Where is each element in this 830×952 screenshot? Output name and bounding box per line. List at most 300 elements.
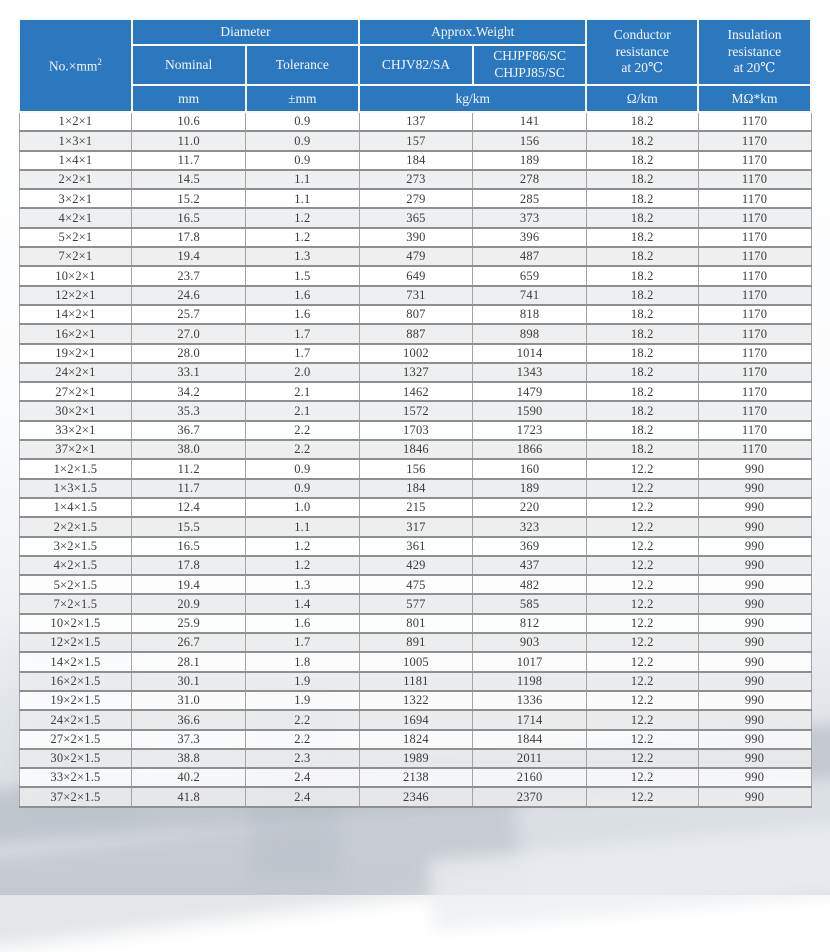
table-row	[19, 691, 811, 710]
cell-conductor-resistance: 12.2	[586, 633, 698, 652]
table-row	[19, 324, 811, 343]
cell-nominal-diameter: 41.8	[132, 787, 246, 806]
cell-tolerance: 1.7	[246, 324, 360, 343]
cell-insulation-resistance: 1170	[698, 421, 811, 440]
unit-kg-km: kg/km	[359, 85, 586, 112]
cell-tolerance: 2.1	[246, 401, 360, 420]
header-row-groups	[19, 19, 811, 45]
cell-tolerance: 2.2	[246, 421, 360, 440]
cell-weight-chjv82: 317	[359, 517, 473, 536]
cell-weight-chjpf86: 189	[473, 479, 587, 498]
cell-weight-chjv82: 1322	[359, 691, 473, 710]
header-insulation-resistance: Insulation resistance at 20℃	[698, 19, 811, 85]
cell-weight-chjv82: 807	[359, 305, 473, 324]
cell-insulation-resistance: 990	[698, 498, 811, 517]
cell-insulation-resistance: 1170	[698, 401, 811, 420]
unit-mm: mm	[132, 85, 246, 112]
cell-insulation-resistance: 990	[698, 537, 811, 556]
header-chjv82: CHJV82/SA	[359, 45, 473, 85]
table-row	[19, 787, 811, 806]
cell-weight-chjv82: 577	[359, 594, 473, 613]
superscript-2: 2	[97, 56, 102, 67]
cell-insulation-resistance: 1170	[698, 363, 811, 382]
cell-conductor-resistance: 12.2	[586, 730, 698, 749]
cell-tolerance: 1.5	[246, 266, 360, 285]
table-row	[19, 498, 811, 517]
cell-conductor-resistance: 18.2	[586, 228, 698, 247]
cell-insulation-resistance: 990	[698, 749, 811, 768]
cell-weight-chjpf86: 818	[473, 305, 587, 324]
cell-spec: 1×2×1	[19, 112, 132, 131]
cell-nominal-diameter: 12.4	[132, 498, 246, 517]
cell-conductor-resistance: 18.2	[586, 344, 698, 363]
cell-insulation-resistance: 1170	[698, 131, 811, 150]
cell-conductor-resistance: 12.2	[586, 459, 698, 478]
cell-tolerance: 1.1	[246, 517, 360, 536]
cell-weight-chjv82: 887	[359, 324, 473, 343]
cell-weight-chjpf86: 141	[473, 112, 587, 131]
header-row-units	[19, 85, 811, 112]
cell-weight-chjv82: 1181	[359, 672, 473, 691]
cell-conductor-resistance: 12.2	[586, 652, 698, 671]
cell-weight-chjv82: 1846	[359, 440, 473, 459]
cell-conductor-resistance: 12.2	[586, 614, 698, 633]
table-row	[19, 112, 811, 131]
cell-nominal-diameter: 31.0	[132, 691, 246, 710]
table-row	[19, 652, 811, 671]
cell-tolerance: 2.3	[246, 749, 360, 768]
cell-spec: 7×2×1	[19, 247, 132, 266]
table-row	[19, 459, 811, 478]
cell-insulation-resistance: 990	[698, 459, 811, 478]
cell-spec: 7×2×1.5	[19, 594, 132, 613]
table-row	[19, 672, 811, 691]
table-row	[19, 633, 811, 652]
cell-nominal-diameter: 34.2	[132, 382, 246, 401]
cell-weight-chjpf86: 1723	[473, 421, 587, 440]
cell-insulation-resistance: 990	[698, 768, 811, 787]
background-photo-streak-dark-2	[0, 794, 523, 952]
cell-spec: 37×2×1	[19, 440, 132, 459]
cell-insulation-resistance: 1170	[698, 324, 811, 343]
cell-nominal-diameter: 15.2	[132, 189, 246, 208]
unit-ohm-km: Ω/km	[586, 85, 698, 112]
table-row	[19, 286, 811, 305]
table-row	[19, 247, 811, 266]
cell-spec: 12×2×1	[19, 286, 132, 305]
cell-tolerance: 1.6	[246, 286, 360, 305]
table-row	[19, 170, 811, 189]
table-row	[19, 382, 811, 401]
cell-conductor-resistance: 18.2	[586, 401, 698, 420]
cell-tolerance: 2.0	[246, 363, 360, 382]
cell-tolerance: 0.9	[246, 459, 360, 478]
cell-conductor-resistance: 12.2	[586, 479, 698, 498]
cell-insulation-resistance: 1170	[698, 440, 811, 459]
cell-tolerance: 1.3	[246, 575, 360, 594]
cell-nominal-diameter: 25.7	[132, 305, 246, 324]
cell-nominal-diameter: 40.2	[132, 768, 246, 787]
cell-nominal-diameter: 11.2	[132, 459, 246, 478]
cell-spec: 3×2×1	[19, 189, 132, 208]
cell-insulation-resistance: 1170	[698, 112, 811, 131]
cell-conductor-resistance: 12.2	[586, 594, 698, 613]
table-row	[19, 266, 811, 285]
cell-weight-chjv82: 475	[359, 575, 473, 594]
cell-spec: 1×3×1	[19, 131, 132, 150]
cell-weight-chjpf86: 1343	[473, 363, 587, 382]
cell-conductor-resistance: 18.2	[586, 266, 698, 285]
cell-insulation-resistance: 990	[698, 614, 811, 633]
cell-spec: 3×2×1.5	[19, 537, 132, 556]
table-row	[19, 575, 811, 594]
cell-spec: 16×2×1	[19, 324, 132, 343]
cell-weight-chjv82: 801	[359, 614, 473, 633]
cell-spec: 2×2×1	[19, 170, 132, 189]
cell-weight-chjpf86: 189	[473, 151, 587, 170]
table-row	[19, 614, 811, 633]
cell-spec: 12×2×1.5	[19, 633, 132, 652]
cell-conductor-resistance: 18.2	[586, 324, 698, 343]
cell-weight-chjv82: 137	[359, 112, 473, 131]
cell-nominal-diameter: 11.0	[132, 131, 246, 150]
cell-tolerance: 1.6	[246, 305, 360, 324]
cell-nominal-diameter: 28.1	[132, 652, 246, 671]
header-diameter-group: Diameter	[132, 19, 359, 45]
cell-weight-chjv82: 390	[359, 228, 473, 247]
cell-nominal-diameter: 20.9	[132, 594, 246, 613]
table-row	[19, 208, 811, 227]
cell-weight-chjpf86: 1336	[473, 691, 587, 710]
cell-weight-chjpf86: 1844	[473, 730, 587, 749]
cell-weight-chjv82: 156	[359, 459, 473, 478]
cell-spec: 37×2×1.5	[19, 787, 132, 806]
table-body	[19, 112, 811, 807]
cell-weight-chjv82: 1824	[359, 730, 473, 749]
unit-plusminus-mm: ±mm	[246, 85, 360, 112]
cable-spec-table	[18, 18, 812, 808]
cell-weight-chjv82: 891	[359, 633, 473, 652]
cell-insulation-resistance: 1170	[698, 189, 811, 208]
cell-spec: 30×2×1	[19, 401, 132, 420]
table-row	[19, 749, 811, 768]
cell-nominal-diameter: 16.5	[132, 537, 246, 556]
cell-conductor-resistance: 18.2	[586, 382, 698, 401]
table-row	[19, 537, 811, 556]
cell-weight-chjv82: 1002	[359, 344, 473, 363]
cell-weight-chjpf86: 369	[473, 537, 587, 556]
cell-conductor-resistance: 18.2	[586, 112, 698, 131]
table-header	[19, 19, 811, 112]
cell-weight-chjv82: 1989	[359, 749, 473, 768]
cell-spec: 10×2×1.5	[19, 614, 132, 633]
cell-conductor-resistance: 18.2	[586, 151, 698, 170]
cell-tolerance: 2.2	[246, 440, 360, 459]
cell-weight-chjpf86: 659	[473, 266, 587, 285]
cell-tolerance: 2.2	[246, 710, 360, 729]
cell-spec: 14×2×1.5	[19, 652, 132, 671]
cell-tolerance: 1.3	[246, 247, 360, 266]
cell-nominal-diameter: 27.0	[132, 324, 246, 343]
cell-weight-chjpf86: 285	[473, 189, 587, 208]
table-row	[19, 131, 811, 150]
cell-spec: 19×2×1	[19, 344, 132, 363]
cell-tolerance: 0.9	[246, 479, 360, 498]
cell-weight-chjpf86: 2011	[473, 749, 587, 768]
cell-spec: 4×2×1	[19, 208, 132, 227]
cell-weight-chjv82: 1005	[359, 652, 473, 671]
cell-nominal-diameter: 11.7	[132, 151, 246, 170]
cell-weight-chjv82: 273	[359, 170, 473, 189]
cell-weight-chjpf86: 903	[473, 633, 587, 652]
cell-weight-chjpf86: 2160	[473, 768, 587, 787]
cell-tolerance: 0.9	[246, 131, 360, 150]
cell-conductor-resistance: 18.2	[586, 421, 698, 440]
cell-spec: 1×4×1.5	[19, 498, 132, 517]
cell-spec: 1×4×1	[19, 151, 132, 170]
cell-nominal-diameter: 30.1	[132, 672, 246, 691]
cell-conductor-resistance: 12.2	[586, 710, 698, 729]
cell-weight-chjpf86: 373	[473, 208, 587, 227]
cell-weight-chjv82: 479	[359, 247, 473, 266]
table-row	[19, 479, 811, 498]
cell-weight-chjv82: 157	[359, 131, 473, 150]
cell-insulation-resistance: 1170	[698, 151, 811, 170]
cell-insulation-resistance: 990	[698, 575, 811, 594]
cell-insulation-resistance: 990	[698, 556, 811, 575]
cell-conductor-resistance: 12.2	[586, 749, 698, 768]
cell-weight-chjv82: 2346	[359, 787, 473, 806]
cell-weight-chjpf86: 437	[473, 556, 587, 575]
header-nominal: Nominal	[132, 45, 246, 85]
table-row	[19, 189, 811, 208]
cell-spec: 27×2×1.5	[19, 730, 132, 749]
cell-spec: 19×2×1.5	[19, 691, 132, 710]
cell-weight-chjv82: 1703	[359, 421, 473, 440]
cell-insulation-resistance: 990	[698, 691, 811, 710]
cell-nominal-diameter: 37.3	[132, 730, 246, 749]
cell-nominal-diameter: 25.9	[132, 614, 246, 633]
cell-weight-chjpf86: 160	[473, 459, 587, 478]
cell-nominal-diameter: 11.7	[132, 479, 246, 498]
header-tolerance: Tolerance	[246, 45, 360, 85]
cell-weight-chjv82: 1572	[359, 401, 473, 420]
cell-conductor-resistance: 18.2	[586, 286, 698, 305]
cell-tolerance: 0.9	[246, 151, 360, 170]
cell-tolerance: 1.6	[246, 614, 360, 633]
cell-insulation-resistance: 1170	[698, 305, 811, 324]
cell-conductor-resistance: 12.2	[586, 672, 698, 691]
cell-weight-chjpf86: 1590	[473, 401, 587, 420]
table-row	[19, 228, 811, 247]
table-row	[19, 363, 811, 382]
cell-conductor-resistance: 18.2	[586, 208, 698, 227]
cell-weight-chjpf86: 1014	[473, 344, 587, 363]
spec-table-container	[18, 18, 812, 808]
header-no-mm2: $No.\times mm^2$	[19, 19, 132, 112]
table-row	[19, 305, 811, 324]
cell-spec: 24×2×1.5	[19, 710, 132, 729]
cell-nominal-diameter: 19.4	[132, 247, 246, 266]
cell-tolerance: 0.9	[246, 112, 360, 131]
cell-conductor-resistance: 12.2	[586, 498, 698, 517]
cell-weight-chjv82: 429	[359, 556, 473, 575]
cell-nominal-diameter: 17.8	[132, 228, 246, 247]
cell-nominal-diameter: 16.5	[132, 208, 246, 227]
header-conductor-resistance: Conductor resistance at 20℃	[586, 19, 698, 85]
cell-weight-chjpf86: 1866	[473, 440, 587, 459]
cell-weight-chjpf86: 1198	[473, 672, 587, 691]
cell-tolerance: 1.7	[246, 344, 360, 363]
cell-nominal-diameter: 33.1	[132, 363, 246, 382]
cell-weight-chjpf86: 585	[473, 594, 587, 613]
cell-weight-chjv82: 2138	[359, 768, 473, 787]
table-row	[19, 421, 811, 440]
cell-conductor-resistance: 12.2	[586, 768, 698, 787]
cell-insulation-resistance: 990	[698, 672, 811, 691]
cell-weight-chjv82: 184	[359, 479, 473, 498]
cell-conductor-resistance: 18.2	[586, 363, 698, 382]
cell-tolerance: 1.4	[246, 594, 360, 613]
cell-nominal-diameter: 38.0	[132, 440, 246, 459]
cell-tolerance: 2.2	[246, 730, 360, 749]
cell-spec: 5×2×1.5	[19, 575, 132, 594]
cell-conductor-resistance: 18.2	[586, 305, 698, 324]
background-photo-streak-light	[428, 820, 830, 930]
table-row	[19, 710, 811, 729]
cell-tolerance: 1.8	[246, 652, 360, 671]
cell-insulation-resistance: 990	[698, 787, 811, 806]
cell-tolerance: 1.2	[246, 228, 360, 247]
cell-tolerance: 1.2	[246, 556, 360, 575]
cell-nominal-diameter: 36.7	[132, 421, 246, 440]
cell-insulation-resistance: 1170	[698, 247, 811, 266]
cell-weight-chjpf86: 487	[473, 247, 587, 266]
table-row	[19, 768, 811, 787]
cell-weight-chjpf86: 2370	[473, 787, 587, 806]
cell-conductor-resistance: 12.2	[586, 575, 698, 594]
cell-conductor-resistance: 12.2	[586, 517, 698, 536]
cell-nominal-diameter: 23.7	[132, 266, 246, 285]
cell-insulation-resistance: 1170	[698, 266, 811, 285]
cell-insulation-resistance: 990	[698, 633, 811, 652]
table-row	[19, 517, 811, 536]
cell-weight-chjv82: 731	[359, 286, 473, 305]
cell-conductor-resistance: 12.2	[586, 556, 698, 575]
cell-conductor-resistance: 18.2	[586, 170, 698, 189]
cell-tolerance: 1.7	[246, 633, 360, 652]
cell-insulation-resistance: 990	[698, 479, 811, 498]
cell-weight-chjpf86: 220	[473, 498, 587, 517]
cell-insulation-resistance: 1170	[698, 170, 811, 189]
cell-weight-chjv82: 649	[359, 266, 473, 285]
cell-tolerance: 1.1	[246, 170, 360, 189]
cell-nominal-diameter: 38.8	[132, 749, 246, 768]
cell-weight-chjv82: 361	[359, 537, 473, 556]
cell-weight-chjpf86: 482	[473, 575, 587, 594]
cell-conductor-resistance: 12.2	[586, 691, 698, 710]
cell-nominal-diameter: 15.5	[132, 517, 246, 536]
cell-weight-chjpf86: 278	[473, 170, 587, 189]
cell-spec: 16×2×1.5	[19, 672, 132, 691]
cell-weight-chjpf86: 1479	[473, 382, 587, 401]
cell-conductor-resistance: 12.2	[586, 787, 698, 806]
cell-insulation-resistance: 1170	[698, 286, 811, 305]
cell-conductor-resistance: 18.2	[586, 247, 698, 266]
cell-spec: 1×3×1.5	[19, 479, 132, 498]
cell-insulation-resistance: 990	[698, 652, 811, 671]
cell-spec: 24×2×1	[19, 363, 132, 382]
cell-spec: 33×2×1.5	[19, 768, 132, 787]
cell-spec: 10×2×1	[19, 266, 132, 285]
cell-insulation-resistance: 990	[698, 710, 811, 729]
cell-tolerance: 1.9	[246, 691, 360, 710]
cell-nominal-diameter: 26.7	[132, 633, 246, 652]
cell-nominal-diameter: 24.6	[132, 286, 246, 305]
cell-tolerance: 2.4	[246, 787, 360, 806]
cell-nominal-diameter: 17.8	[132, 556, 246, 575]
cell-nominal-diameter: 10.6	[132, 112, 246, 131]
cell-conductor-resistance: 12.2	[586, 537, 698, 556]
cell-spec: 30×2×1.5	[19, 749, 132, 768]
header-chjpf86: CHJPF86/SC CHJPJ85/SC	[473, 45, 587, 85]
cell-nominal-diameter: 14.5	[132, 170, 246, 189]
cell-spec: 2×2×1.5	[19, 517, 132, 536]
table-row	[19, 401, 811, 420]
cell-conductor-resistance: 18.2	[586, 440, 698, 459]
cell-spec: 5×2×1	[19, 228, 132, 247]
cell-tolerance: 1.2	[246, 537, 360, 556]
cell-insulation-resistance: 1170	[698, 228, 811, 247]
cell-weight-chjpf86: 1017	[473, 652, 587, 671]
cell-insulation-resistance: 990	[698, 517, 811, 536]
cell-weight-chjpf86: 323	[473, 517, 587, 536]
cell-tolerance: 1.2	[246, 208, 360, 227]
table-row	[19, 151, 811, 170]
cell-spec: 27×2×1	[19, 382, 132, 401]
cell-tolerance: 1.9	[246, 672, 360, 691]
cell-tolerance: 1.1	[246, 189, 360, 208]
cell-nominal-diameter: 19.4	[132, 575, 246, 594]
cell-tolerance: 2.1	[246, 382, 360, 401]
cell-weight-chjpf86: 156	[473, 131, 587, 150]
table-row	[19, 344, 811, 363]
cell-weight-chjv82: 1327	[359, 363, 473, 382]
header-weight-group: Approx.Weight	[359, 19, 586, 45]
cell-weight-chjpf86: 396	[473, 228, 587, 247]
cell-weight-chjv82: 1694	[359, 710, 473, 729]
cell-insulation-resistance: 990	[698, 594, 811, 613]
cell-insulation-resistance: 1170	[698, 344, 811, 363]
unit-megohm-km: MΩ*km	[698, 85, 811, 112]
cell-weight-chjpf86: 812	[473, 614, 587, 633]
cell-weight-chjpf86: 898	[473, 324, 587, 343]
cell-conductor-resistance: 18.2	[586, 131, 698, 150]
cell-spec: 4×2×1.5	[19, 556, 132, 575]
cell-weight-chjpf86: 1714	[473, 710, 587, 729]
cell-conductor-resistance: 18.2	[586, 189, 698, 208]
cell-nominal-diameter: 36.6	[132, 710, 246, 729]
cell-nominal-diameter: 28.0	[132, 344, 246, 363]
table-row	[19, 556, 811, 575]
cell-weight-chjv82: 184	[359, 151, 473, 170]
cell-spec: 33×2×1	[19, 421, 132, 440]
cell-tolerance: 1.0	[246, 498, 360, 517]
table-row	[19, 440, 811, 459]
cell-insulation-resistance: 1170	[698, 208, 811, 227]
cell-weight-chjpf86: 741	[473, 286, 587, 305]
cell-spec: 1×2×1.5	[19, 459, 132, 478]
